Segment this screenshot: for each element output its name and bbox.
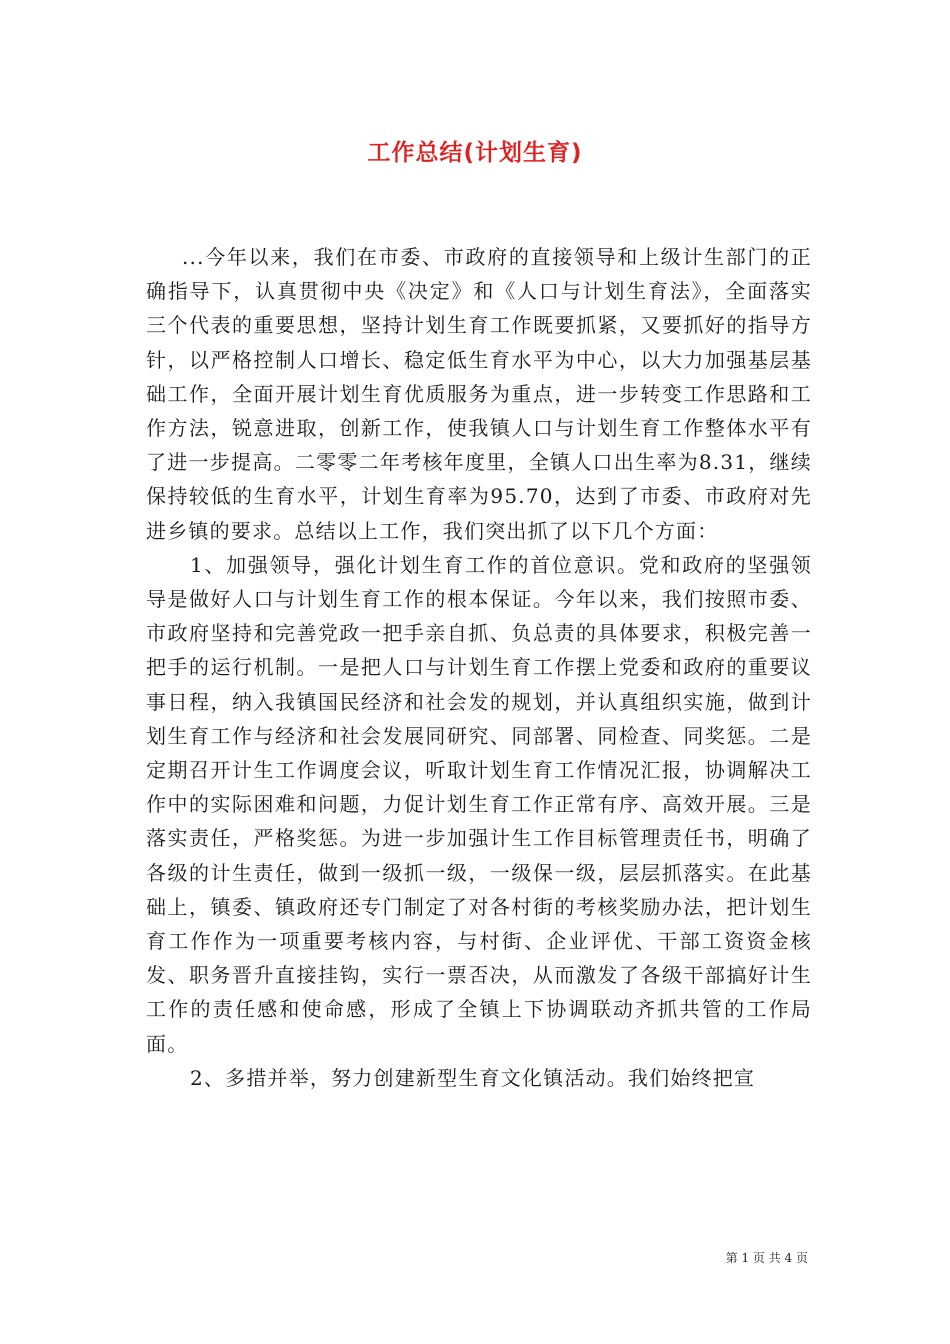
paragraph-intro: ...今年以来，我们在市委、市政府的直接领导和上级计生部门的正确指导下，认真贯彻中央《决定》和《人口与计划生育法》，全面落实三个代表的重要思想，坚持计划生育工作既要抓紧，又要抓好的指导方针，以严格控制人口增长、稳定低生育水平为中心，以大力加强基层基础工作，全面开展计划生育优质服务为重点，进一步转变工作思路和工作方法，锐意进取，创新工作，使我镇人口与计划生育工作整体水平有了进一步提高。二零零二年考核年度里，全镇人口出生率为8.31，继续保持较低的生育水平，计划生育率为95.70，达到了市委、市政府对先进乡镇的要求。总结以上工作，我们突出抓了以下几个方面： <box>146 245 812 543</box>
paragraph-section-1: 1、加强领导，强化计划生育工作的首位意识。党和政府的坚强领导是做好人口与计划生育工作的根本保证。今年以来，我们按照市委、市政府坚持和完善党政一把手亲自抓、负总责的具体要求，积极完善一把手的运行机制。一是把人口与计划生育工作摆上党委和政府的重要议事日程，纳入我镇国民经济和社会发的规划，并认真组织实施，做到计划生育工作与经济和社会发展同研究、同部署、同检查、同奖惩。二是定期召开计生工作调度会议，听取计划生育工作情况汇报，协调解决工作中的实际困难和问题，力促计划生育工作正常有序、高效开展。三是落实责任，严格奖惩。为进一步加强计生工作目标管理责任书，明确了各级的计生责任，做到一级抓一级，一级保一级，层层抓落实。在此基础上，镇委、镇政府还专门制定了对各村街的考核奖励办法，把计划生育工作作为一项重要考核内容，与村街、企业评优、干部工资资金核发、职务晋升直接挂钩，实行一票否决，从而激发了各级干部搞好计生工作的责任感和使命感，形成了全镇上下协调联动齐抓共管的工作局面。 <box>146 552 812 1056</box>
paragraph-section-2: 2、多措并举，努力创建新型生育文化镇活动。我们始终把宣 <box>190 1065 756 1090</box>
document-body <box>146 240 812 1095</box>
page-number: 第 1 页 共 4 页 <box>725 1251 808 1265</box>
document-title: 工作总结(计划生育) <box>367 140 583 166</box>
